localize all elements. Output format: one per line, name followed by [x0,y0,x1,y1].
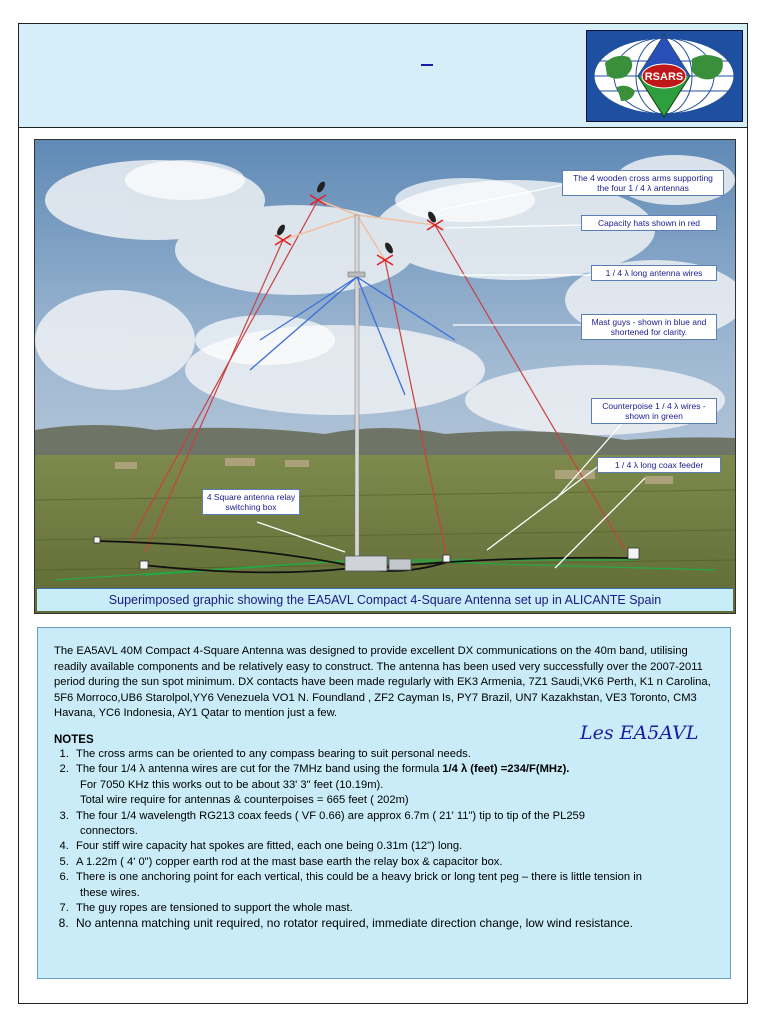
callout-mast-guys: Mast guys - shown in blue and shortened for clarity. [581,314,717,340]
list-item: 5. A 1.22m ( 4' 0") copper earth rod at the mast base earth the relay box & capacitor box. [72,855,716,870]
callout-capacity-hats: Capacity hats shown in red [581,215,717,231]
antenna-diagram [35,140,735,613]
list-item: 3. The four 1/4 wavelength RG213 coax feeds ( VF 0.66) are approx 6.7m ( 21' 11") tip to tip of the PL259 connectors. [72,809,716,840]
list-item: 4. Four stiff wire capacity hat spokes are fitted, each one being 0.31m (12") long. [72,839,716,854]
list-item: 1. The cross arms can be oriented to any compass bearing to suit personal needs. [72,747,716,762]
antenna-photo [34,139,736,614]
rsars-logo [586,30,743,122]
callout-coax-feeder: 1 / 4 λ long coax feeder [597,457,721,473]
page-frame [18,23,748,1004]
callout-relay-box: 4 Square antenna relay switching box [202,489,300,515]
callout-antenna-wires: 1 / 4 λ long antenna wires [591,265,717,281]
formula: 1/4 λ (feet) =234/F(MHz). [442,763,570,776]
list-item: 7. The guy ropes are tensioned to support the whole mast. [72,901,716,916]
header-banner [19,24,747,128]
notes-heading: NOTES [54,733,94,746]
callout-counterpoise: Counterpoise 1 / 4 λ wires - shown in green [591,398,717,424]
list-item: 6. There is one anchoring point for each vertical, this could be a heavy brick or long tent peg – there is little tension in these wires. [72,870,716,901]
photo-caption: Superimposed graphic showing the EA5AVL Compact 4-Square Antenna set up in ALICANTE Spain [37,588,733,611]
intro-paragraph: The EA5AVL 40M Compact 4-Square Antenna was designed to provide excellent DX communications on the 40m band, utilising readily available components and be relatively easy to construct. The antenna has been used very successfully over the 2007-2011 period during the sun spot minimum. DX contacts have been made regularly with EK3 Armenia, 7Z1 Saudi,VK6 Perth, K1 n Carolina, 5F6 Morroco,UB6 Starolpol,YY6 Venezuela VO1 N. Foundland , ZF2 Cayman Is, PY7 Brazil, UN7 Kazakhstan, VE3 Toronto, CM3 Havana, YC6 Indonesia, AY1 Qatar to mention just a few. [54,645,711,720]
title-dash [421,64,433,66]
author-signature: Les EA5AVL [580,722,699,744]
list-item: 2. The four 1/4 λ antenna wires are cut for the 7MHz band using the formula 1/4 λ (feet) =234/F(MHz). For 7050 KHz this works out to be about 33' 3" feet (10.19m). Total wire require for antennas & counterpoises = 665 feet ( 202m) [72,762,716,808]
description-box [37,627,731,979]
globe-diamond-icon [587,31,742,121]
svg-text:RSARS: RSARS [644,71,684,83]
notes-list [54,747,716,932]
callout-cross-arms: The 4 wooden cross arms supporting the four 1 / 4 λ antennas [562,170,724,196]
list-item: 8. No antenna matching unit required, no rotator required, immediate direction change, low wind resistance. [72,916,716,931]
